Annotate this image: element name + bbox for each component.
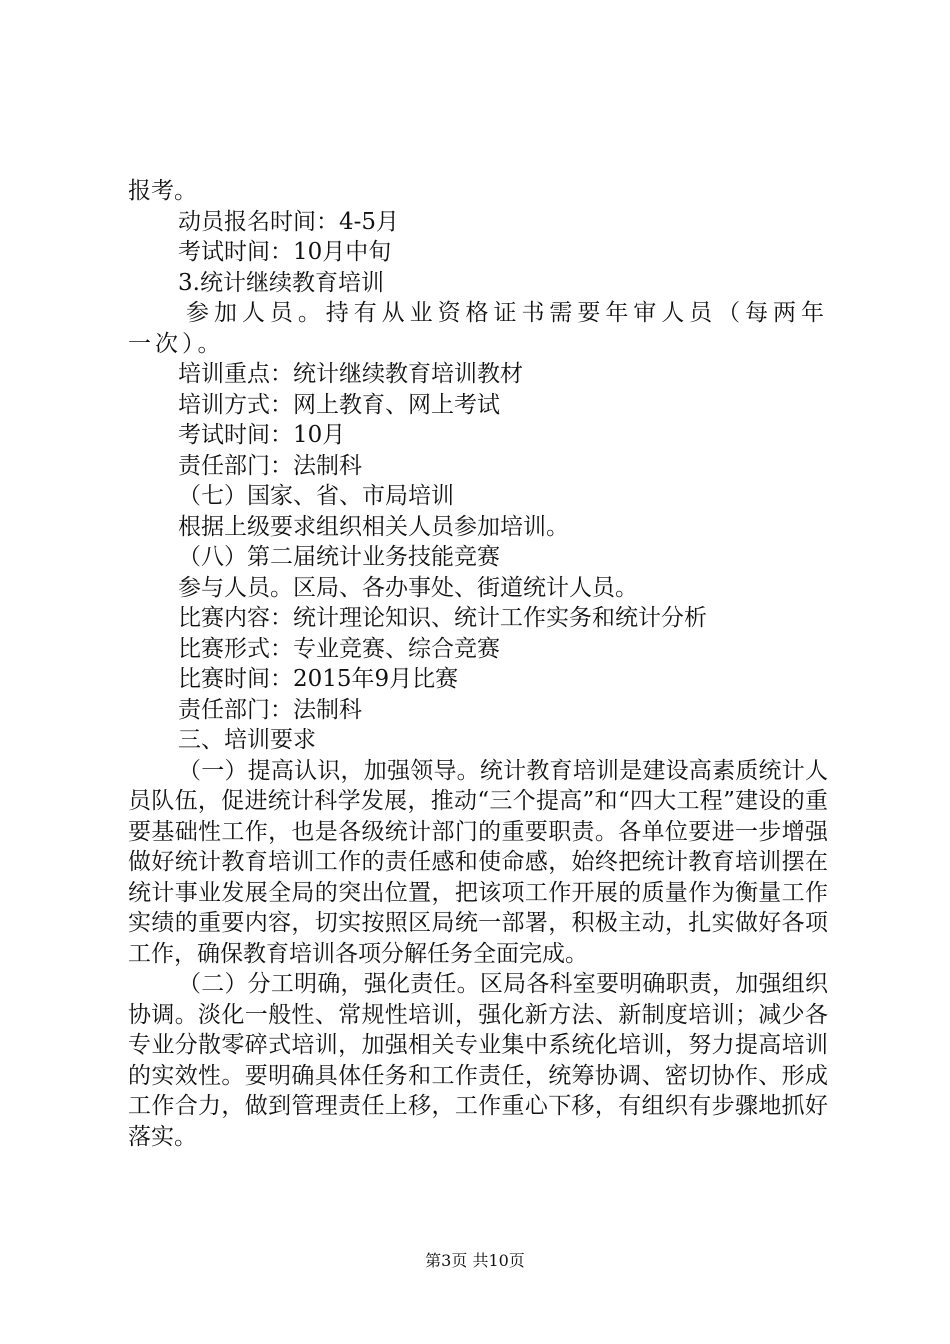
- text-line: 责任部门：法制科: [178, 696, 362, 723]
- text-line: 比赛形式：专业竞赛、综合竞赛: [178, 635, 500, 662]
- text-line: 考试时间：10月中旬: [178, 239, 392, 265]
- paragraph: （二）分工明确，强化责任。区局各科室要明确职责，加强组织协调。淡化一般性、常规性培训，强化新方法、新制度培训；减少各专业分散零碎式培训，加强相关专业集中系统化培训，努力提高培训的实效性。要明确具体任务和工作责任，统筹协调、密切协作、形成工作合力，做到管理责任上移，工作重心下移，有组织有步骤地抓好落实。: [128, 971, 828, 1150]
- section-heading: （七）国家、省、市局培训: [178, 483, 454, 509]
- text-line: 动员报名时间：4-5月: [178, 208, 400, 235]
- text-line: 比赛内容：统计理论知识、统计工作实务和统计分析: [178, 605, 707, 631]
- section-heading: 3.统计继续教育培训: [178, 269, 384, 296]
- text-line: 培训重点：统计继续教育培训教材: [178, 361, 523, 387]
- page-number: 第3页 共10页: [425, 1251, 525, 1270]
- text-line: 参与人员。区局、各办事处、街道统计人员。: [178, 574, 638, 601]
- text-line: 考试时间：10月: [178, 422, 346, 448]
- section-heading: （八）第二届统计业务技能竞赛: [178, 544, 500, 570]
- document-body: [128, 176, 828, 1152]
- text-line: 责任部门：法制科: [178, 452, 362, 479]
- text-line: 比赛时间：2015年9月比赛: [178, 666, 459, 692]
- section-heading: 三、培训要求: [178, 727, 316, 753]
- text-line: 参加人员。持有从业资格证书需要年审人员（每两年一次）。: [128, 300, 828, 357]
- text-line: 根据上级要求组织相关人员参加培训。: [178, 513, 569, 540]
- text-line: 培训方式：网上教育、网上考试: [178, 391, 500, 418]
- paragraph: （一）提高认识，加强领导。统计教育培训是建设高素质统计人员队伍，促进统计科学发展，推动“三个提高”和“四大工程”建设的重要基础性工作，也是各级统计部门的重要职责。各单位要进一步增强做好统计教育培训工作的责任感和使命感，始终把统计教育培训摆在统计事业发展全局的突出位置，把该项工作开展的质量作为衡量工作实绩的重要内容，切实按照区局统一部署，积极主动，扎实做好各项工作，确保教育培训各项分解任务全面完成。: [128, 757, 828, 967]
- text-line: 报考。: [128, 178, 197, 204]
